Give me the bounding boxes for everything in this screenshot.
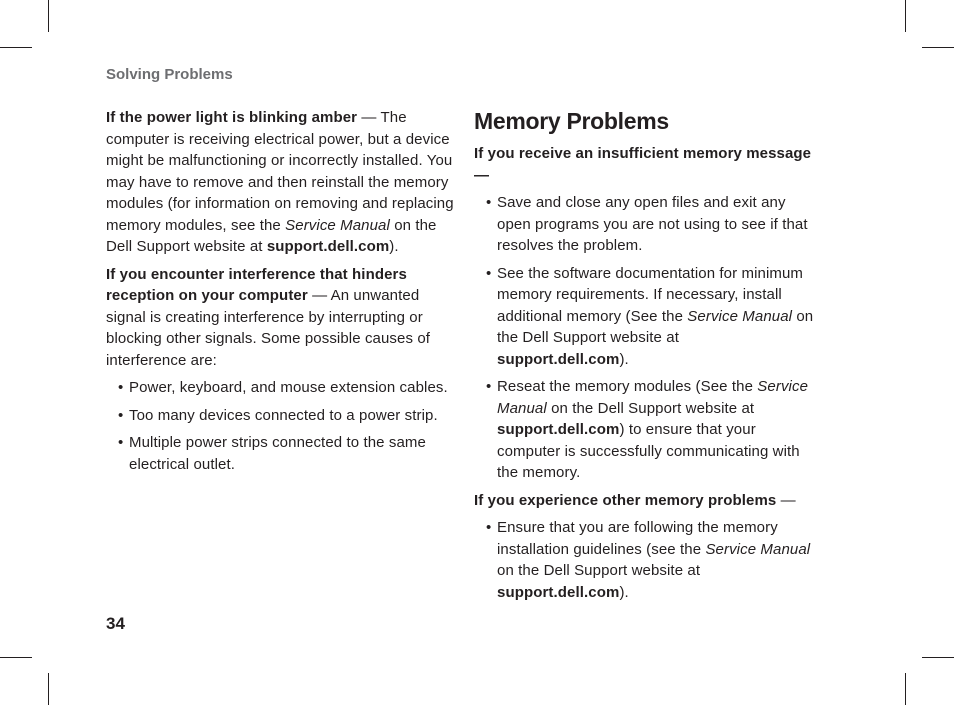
power-light-heading: If the power light is blinking amber xyxy=(106,109,358,126)
crop-mark xyxy=(0,657,32,658)
power-light-paragraph: If the power light is blinking amber — The computer is receiving electrical power, but a device might be malfunctioning or incorrectly installed. You may have to remove and then reinstall the memory modules (for information on removing and replacing memory modules, see the Service Manual on the Dell Support website at support.dell.com). xyxy=(106,109,454,255)
interference-causes-list xyxy=(106,377,454,475)
other-memory-paragraph: If you experience other memory problems — xyxy=(474,491,796,509)
list-item: • Multiple power strips connected to the same electrical outlet. xyxy=(106,432,454,475)
list-item: • Save and close any open files and exit any open programs you are not using to see if that resolves the problem. xyxy=(474,192,814,257)
running-header: Solving Problems xyxy=(106,66,233,83)
manual-reference: Service Manual xyxy=(497,378,809,417)
manual-reference: Service Manual xyxy=(705,540,811,558)
page-number: 34 xyxy=(106,614,125,633)
other-memory-list xyxy=(474,517,814,603)
list-item: • Reseat the memory modules (See the Service Manual on the Dell Support website at support.dell.com) to ensure that your computer is successfully communicating with the memory. xyxy=(474,376,814,484)
crop-mark xyxy=(922,657,954,658)
interference-paragraph: If you encounter interference that hinders reception on your computer — An unwanted signal is creating interference by interrupting or blocking other signals. Some possible causes of interference are: xyxy=(106,265,431,369)
crop-mark xyxy=(48,0,49,32)
section-title: Memory Problems xyxy=(474,108,669,134)
support-link[interactable]: support.dell.com xyxy=(266,238,390,255)
crop-mark xyxy=(905,0,906,32)
left-column xyxy=(106,107,454,481)
interference-heading: If you encounter interference that hinders reception on your computer xyxy=(106,265,407,304)
support-link[interactable]: support.dell.com xyxy=(497,421,620,438)
list-item: • Too many devices connected to a power strip. xyxy=(106,405,454,427)
crop-mark xyxy=(0,47,32,48)
insufficient-memory-list xyxy=(474,192,814,484)
crop-mark xyxy=(922,47,954,48)
list-item: • Power, keyboard, and mouse extension cables. xyxy=(106,377,454,399)
right-column xyxy=(474,107,814,609)
list-item: • Ensure that you are following the memory installation guidelines (see the Service Manual on the Dell Support website at support.dell.com). xyxy=(474,517,814,603)
manual-reference: Service Manual xyxy=(285,216,390,234)
insufficient-memory-heading: If you receive an insufficient memory message— xyxy=(474,145,812,184)
other-memory-heading: If you experience other memory problems xyxy=(474,491,777,509)
support-link[interactable]: support.dell.com xyxy=(497,350,620,368)
list-item: • See the software documentation for minimum memory requirements. If necessary, install additional memory (See the Service Manual on the Dell Support website at support.dell.com). xyxy=(474,263,814,371)
crop-mark xyxy=(48,673,49,705)
manual-reference: Service Manual xyxy=(687,307,793,325)
crop-mark xyxy=(905,673,906,705)
support-link[interactable]: support.dell.com xyxy=(497,583,620,601)
